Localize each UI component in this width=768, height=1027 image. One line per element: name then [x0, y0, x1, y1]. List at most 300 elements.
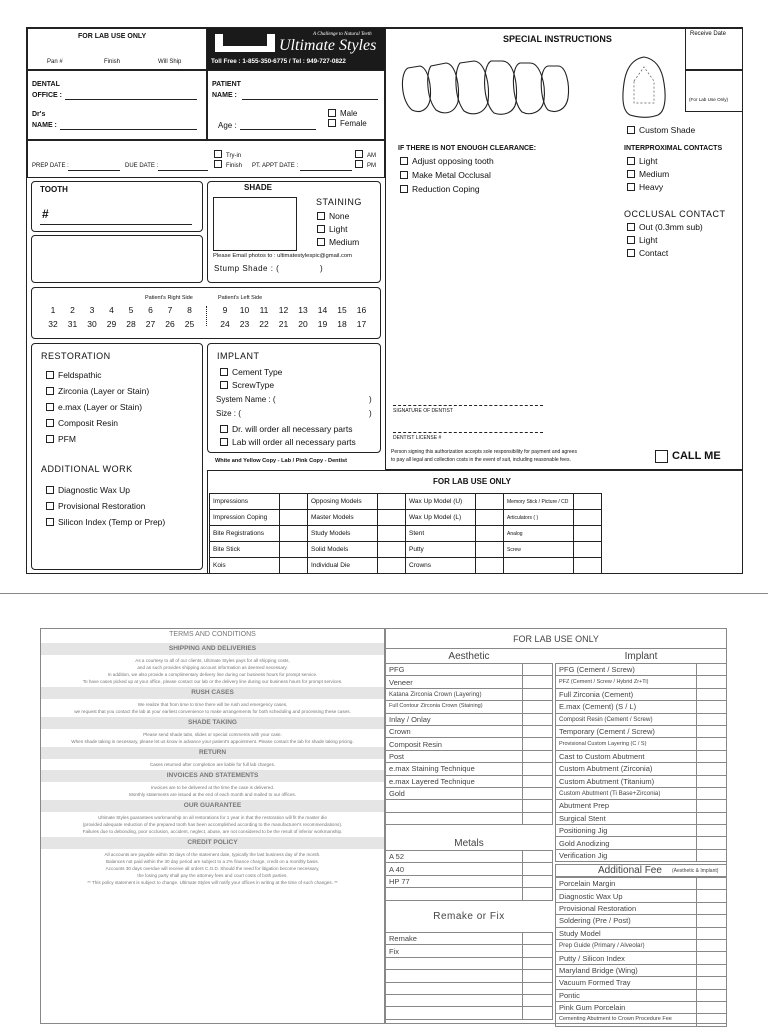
finish-checkbox[interactable] — [214, 160, 242, 169]
remake-fee-price-cell[interactable] — [523, 957, 553, 969]
metal-fee-price-cell[interactable] — [523, 863, 553, 875]
additional-fee-price-cell[interactable] — [697, 890, 727, 902]
occlusal-title: OCCLUSAL CONTACT — [624, 209, 726, 219]
occlusal-checkbox-0[interactable] — [627, 223, 703, 232]
logo-mark-icon — [213, 32, 277, 54]
logo-phones: Toll Free : 1-855-350-6775 / Tel : 949-727-0822 — [211, 58, 346, 65]
lab-table-item: Study Models — [308, 526, 378, 542]
implant-fee-item: Verification Jig — [556, 849, 697, 861]
lab-table-checkbox-cell[interactable] — [476, 526, 504, 542]
size-label: Size : ( — [216, 409, 241, 418]
tooth-number[interactable]: 21 — [278, 319, 289, 329]
fee-title-rule — [385, 648, 727, 649]
tooth-number[interactable]: 25 — [184, 319, 195, 329]
implant-fee-price-cell[interactable] — [697, 812, 727, 824]
lab-table-checkbox-cell[interactable] — [476, 510, 504, 526]
tooth-number[interactable]: 30 — [87, 319, 97, 329]
lab-table-item: Master Models — [308, 510, 378, 526]
additional-fee-title: Additional Fee — [598, 865, 662, 876]
aesthetic-fee-row — [386, 812, 553, 824]
implant-fee-price-cell[interactable] — [697, 849, 727, 861]
lab-table-item: Opposing Models — [308, 494, 378, 510]
terms-paragraph-line: Invoices are to be delivered at the time the case is delivered. — [150, 785, 275, 790]
lab-table-checkbox-cell[interactable] — [378, 526, 406, 542]
metal-fee-item: HP 77 — [386, 875, 523, 887]
aesthetic-fee-item: e.max Layered Technique — [386, 775, 523, 787]
tooth-number[interactable]: 17 — [356, 319, 367, 329]
remake-fee-table — [385, 932, 553, 1020]
tooth-number[interactable]: 8 — [187, 305, 192, 315]
implant-parts-label: Lab will order all necessary parts — [232, 437, 356, 447]
tooth-number[interactable]: 6 — [148, 305, 153, 315]
aesthetic-title: Aesthetic — [448, 651, 490, 662]
implant-fee-row — [556, 800, 727, 812]
license-line[interactable] — [393, 432, 543, 433]
patient-name-field[interactable] — [242, 99, 378, 100]
terms-paragraph-line: In addition, we also provide a complimentary delivery line during our business hours for prompt service. — [107, 672, 318, 677]
implant-fee-price-cell[interactable] — [697, 825, 727, 837]
aesthetic-fee-item: Inlay / Onlay — [386, 713, 523, 725]
implant-fee-price-cell[interactable] — [697, 738, 727, 750]
additional-fee-row — [556, 915, 727, 927]
additional-fee-row — [556, 1014, 727, 1026]
tooth-number-field[interactable] — [40, 224, 192, 225]
age-field[interactable] — [240, 129, 316, 130]
remake-title: Remake or Fix — [433, 911, 505, 922]
aesthetic-fee-row — [386, 688, 553, 700]
tooth-number[interactable]: 11 — [259, 305, 269, 315]
additional-fee-item: Pontic — [556, 989, 697, 1001]
remake-fee-price-cell[interactable] — [523, 982, 553, 994]
terms-paragraph-line: All accounts are payable within 30 days of the statement date, typically the last business day of the month. — [104, 852, 321, 857]
checkbox-icon — [627, 170, 635, 178]
office-field[interactable] — [65, 99, 197, 100]
tooth-number[interactable]: 9 — [222, 305, 228, 315]
lab-table-checkbox-cell[interactable] — [574, 558, 602, 574]
terms-paragraph-line: Failures due to debonding, poor occlusion, accident, neglect, abuse, are not considered to be the result of inferior workmanship. — [82, 829, 343, 834]
implant-fee-row — [556, 701, 727, 713]
interproximal-label: Heavy — [639, 182, 664, 192]
staining-light-label: Light — [329, 224, 348, 234]
clearance-checkbox-0[interactable] — [400, 157, 494, 166]
additional-fee-row — [556, 1001, 727, 1013]
staining-medium-checkbox[interactable] — [317, 238, 359, 247]
additional-fee-row — [556, 952, 727, 964]
tooth-number[interactable]: 4 — [109, 305, 114, 315]
tooth-number[interactable]: 5 — [128, 305, 134, 315]
implant-fee-price-cell[interactable] — [697, 763, 727, 775]
additional-fee-price-cell[interactable] — [697, 964, 727, 976]
additional-fee-price-cell[interactable] — [697, 989, 727, 1001]
remake-fee-item: Remake — [386, 933, 523, 945]
additional-fee-row — [556, 878, 727, 890]
lab-use-title: FOR LAB USE ONLY — [78, 33, 147, 40]
additional-fee-price-cell[interactable] — [697, 915, 727, 927]
lab-table-checkbox-cell[interactable] — [378, 510, 406, 526]
pt-appt-field[interactable] — [300, 170, 352, 171]
interproximal-checkbox-1[interactable] — [627, 170, 669, 179]
additional-fee-item: Porcelain Margin — [556, 878, 697, 890]
additional-fee-price-cell[interactable] — [697, 1001, 727, 1013]
lab-table-checkbox-cell[interactable] — [280, 494, 308, 510]
remake-fee-row — [386, 1007, 553, 1019]
am-checkbox[interactable] — [355, 150, 376, 159]
metal-fee-item: A 52 — [386, 851, 523, 863]
copies-note: White and Yellow Copy - Lab / Pink Copy - Dentist — [215, 458, 347, 464]
staining-none-checkbox[interactable] — [317, 212, 349, 221]
additional-fee-price-cell[interactable] — [697, 952, 727, 964]
tooth-number[interactable]: 13 — [298, 305, 308, 315]
implant-fee-price-cell[interactable] — [697, 775, 727, 787]
lab-table-item: Articulators ( ) — [504, 510, 574, 526]
implant-fee-table — [555, 663, 727, 862]
custom-shade-label: Custom Shade — [639, 125, 696, 135]
implant-fee-item: Gold Anodizing — [556, 837, 697, 849]
tooth-number[interactable]: 31 — [67, 319, 78, 329]
restoration-title: RESTORATION — [41, 351, 111, 361]
restoration-label: e.max (Layer or Stain) — [58, 402, 143, 412]
tooth-number[interactable]: 19 — [317, 319, 328, 329]
implant-fee-price-cell[interactable] — [697, 837, 727, 849]
tooth-number[interactable]: 23 — [239, 319, 250, 329]
additional-fee-price-cell[interactable] — [697, 878, 727, 890]
checkbox-icon — [220, 368, 228, 376]
staining-medium-label: Medium — [329, 237, 360, 247]
remake-fee-price-cell[interactable] — [523, 933, 553, 945]
tooth-number[interactable]: 20 — [298, 319, 308, 329]
additional-work-checkbox-1[interactable] — [46, 502, 145, 511]
terms-paragraph-line: ** This policy statement is subject to change. Ultimate Styles will notify your offices in writing at the time of such changes. ** — [87, 880, 338, 885]
aesthetic-fee-price-cell[interactable] — [523, 750, 553, 762]
tooth-number[interactable]: 28 — [126, 319, 136, 329]
additional-fee-price-cell[interactable] — [697, 1014, 727, 1026]
lab-table-checkbox-cell[interactable] — [280, 510, 308, 526]
aesthetic-fee-row — [386, 750, 553, 762]
terms-section-heading: INVOICES AND STATEMENTS — [41, 770, 384, 782]
metal-fee-price-cell[interactable] — [523, 888, 553, 900]
aesthetic-fee-row — [386, 738, 553, 750]
additional-fee-price-cell[interactable] — [697, 902, 727, 914]
remake-fee-price-cell[interactable] — [523, 1007, 553, 1019]
checkbox-icon — [46, 371, 54, 379]
lab-table-checkbox-cell[interactable] — [574, 526, 602, 542]
additional-fee-item: Provisional Restoration — [556, 902, 697, 914]
implant-fee-item: PFZ (Cement / Screw / Hybrid Zr+Ti) — [556, 676, 697, 688]
implant-fee-price-cell[interactable] — [697, 787, 727, 799]
metal-fee-row — [386, 875, 553, 887]
terms-paragraph-line: As a courtesy to all of our clients, Ultimate Styles pays for all shipping costs, — [135, 658, 290, 663]
system-name-close: ) — [369, 395, 372, 404]
occlusal-checkbox-2[interactable] — [627, 249, 668, 258]
tooth-hash: # — [42, 207, 49, 221]
tooth-notes-box[interactable] — [31, 235, 203, 283]
additional-work-label: Silicon Index (Temp or Prep) — [58, 517, 166, 527]
tooth-number[interactable]: 29 — [106, 319, 117, 329]
lab-table-checkbox-cell[interactable] — [476, 494, 504, 510]
additional-fee-header — [555, 864, 727, 877]
aesthetic-fee-price-cell[interactable] — [523, 725, 553, 737]
implant-fee-row — [556, 837, 727, 849]
aesthetic-fee-price-cell[interactable] — [523, 688, 553, 700]
lab-table-checkbox-cell[interactable] — [378, 494, 406, 510]
metal-fee-price-cell[interactable] — [523, 875, 553, 887]
am-label: AM — [367, 153, 376, 159]
male-checkbox[interactable] — [328, 109, 357, 118]
interproximal-label: Light — [639, 156, 658, 166]
tooth-number[interactable]: 27 — [145, 319, 156, 329]
implant-parts-checkbox-1[interactable] — [220, 438, 356, 447]
lab-table-checkbox-cell[interactable] — [280, 526, 308, 542]
additional-work-title: ADDITIONAL WORK — [41, 464, 133, 474]
checkbox-icon — [46, 435, 54, 443]
receive-date-label: Receive Date — [690, 31, 727, 37]
call-me-checkbox[interactable] — [655, 450, 668, 463]
implant-fee-row — [556, 787, 727, 799]
checkbox-icon — [220, 381, 228, 389]
tooth-number[interactable]: 14 — [317, 305, 328, 315]
lab-table-item: Kois — [210, 558, 280, 574]
tooth-number[interactable]: 7 — [167, 305, 173, 315]
terms-paragraph-line: the losing party shall pay the attorney fees and court costs of both parties. — [137, 873, 288, 878]
lab-table-checkbox-cell[interactable] — [574, 494, 602, 510]
due-date-field[interactable] — [158, 170, 208, 171]
terms-paragraph-line: and as such provides shipping account information as deemed necessary. — [137, 665, 288, 670]
lab-table-row — [210, 526, 602, 542]
implant-fee-price-cell[interactable] — [697, 800, 727, 812]
metal-fee-item: A 40 — [386, 863, 523, 875]
authorization-text: Person signing this authorization accepts sole responsibility for payment and agrees — [391, 449, 577, 455]
terms-paragraph-line: When shade taking is necessary, please let us know in advance your patient's appointment. Please contact the lab for shade taking pricing. — [71, 739, 354, 744]
aesthetic-fee-price-cell[interactable] — [523, 713, 553, 725]
lab-table-item: Impression Coping — [210, 510, 280, 526]
female-checkbox[interactable] — [328, 119, 367, 128]
signature-line[interactable] — [393, 405, 543, 406]
remake-fee-item — [386, 970, 523, 982]
tooth-number[interactable]: 10 — [239, 305, 250, 315]
additional-fee-row — [556, 939, 727, 951]
occlusal-label: Contact — [639, 248, 669, 258]
restoration-checkbox-0[interactable] — [46, 371, 101, 380]
implant-fee-price-cell[interactable] — [697, 713, 727, 725]
additional-fee-item: Putty / Silicon Index — [556, 952, 697, 964]
finish-label: Finish — [104, 59, 121, 65]
lab-table-item: Individual Die — [308, 558, 378, 574]
aesthetic-fee-price-cell[interactable] — [523, 738, 553, 750]
checkbox-icon — [627, 223, 635, 231]
pm-checkbox[interactable] — [355, 160, 376, 169]
aesthetic-fee-price-cell[interactable] — [523, 812, 553, 824]
logo-tagline: A Challenge to Natural Teeth — [313, 32, 372, 37]
clearance-checkbox-1[interactable] — [400, 171, 491, 180]
try-in-checkbox[interactable] — [214, 150, 241, 159]
remake-fee-item — [386, 994, 523, 1006]
lab-table-item: Solid Models — [308, 542, 378, 558]
restoration-checkbox-1[interactable] — [46, 387, 149, 396]
tooth-number[interactable]: 15 — [337, 305, 347, 315]
checkbox-icon — [46, 486, 54, 494]
implant-fee-price-cell[interactable] — [697, 701, 727, 713]
authorization-text-2: to pay all legal and collection costs in the event of suit, including reasonable fees. — [391, 457, 571, 463]
lab-table-checkbox-cell[interactable] — [476, 558, 504, 574]
restoration-checkbox-2[interactable] — [46, 403, 142, 412]
lab-table-checkbox-cell[interactable] — [476, 542, 504, 558]
remake-fee-price-cell[interactable] — [523, 970, 553, 982]
stump-shade-label: Stump Shade : ( — [214, 264, 280, 273]
aesthetic-fee-price-cell[interactable] — [523, 664, 553, 676]
prep-date-field[interactable] — [68, 170, 120, 171]
restoration-label: Zirconia (Layer or Stain) — [58, 386, 150, 396]
lab-table-item: Memory Stick / Picture / CD — [504, 494, 574, 510]
additional-fee-row — [556, 977, 727, 989]
tooth-number[interactable]: 16 — [356, 305, 367, 315]
additional-fee-price-cell[interactable] — [697, 939, 727, 951]
left-side-label: Patient's Left Side — [218, 295, 263, 301]
aesthetic-fee-row — [386, 775, 553, 787]
lab-table-checkbox-cell[interactable] — [378, 558, 406, 574]
shade-swatch-area[interactable] — [213, 197, 297, 251]
additional-fee-price-cell[interactable] — [697, 927, 727, 939]
implant-type-checkbox-0[interactable] — [220, 368, 282, 377]
tooth-number[interactable]: 24 — [220, 319, 230, 329]
remake-fee-row — [386, 970, 553, 982]
remake-fee-item — [386, 1007, 523, 1019]
lab-table-checkbox-cell[interactable] — [280, 542, 308, 558]
interproximal-checkbox-2[interactable] — [627, 183, 663, 192]
staining-light-checkbox[interactable] — [317, 225, 347, 234]
implant-type-checkbox-1[interactable] — [220, 381, 274, 390]
additional-fee-item: Pink Gum Porcelain — [556, 1001, 697, 1013]
shade-label: SHADE — [244, 183, 273, 192]
aesthetic-fee-price-cell[interactable] — [523, 763, 553, 775]
checkbox-icon — [220, 425, 228, 433]
lab-table-checkbox-cell[interactable] — [378, 542, 406, 558]
clearance-label: Make Metal Occlusal — [412, 170, 491, 180]
restoration-checkbox-4[interactable] — [46, 435, 76, 444]
implant-fee-title: Implant — [624, 651, 658, 662]
implant-fee-row — [556, 738, 727, 750]
additional-work-label: Diagnostic Wax Up — [58, 485, 130, 495]
drs-label: Dr's — [32, 111, 46, 118]
aesthetic-fee-row — [386, 800, 553, 812]
terms-section-heading: OUR GUARANTEE — [41, 800, 384, 812]
lab-table-checkbox-cell[interactable] — [574, 510, 602, 526]
occlusal-checkbox-1[interactable] — [627, 236, 657, 245]
implant-parts-checkbox-0[interactable] — [220, 425, 352, 434]
dr-name-field[interactable] — [60, 129, 197, 130]
lab-table-item: Screw — [504, 542, 574, 558]
tooth-number[interactable]: 12 — [278, 305, 289, 315]
implant-fee-item: Composit Resin (Cement / Screw) — [556, 713, 697, 725]
age-label: Age : — [218, 121, 237, 130]
clearance-label: Adjust opposing tooth — [412, 156, 494, 166]
metal-fee-price-cell[interactable] — [523, 851, 553, 863]
lab-table-checkbox-cell[interactable] — [574, 542, 602, 558]
additional-fee-price-cell[interactable] — [697, 977, 727, 989]
terms-paragraph-line: Ultimate Styles guarantees workmanship on all restorations for 1 year in that the restoration will fit the master die — [98, 815, 327, 820]
aesthetic-fee-price-cell[interactable] — [523, 800, 553, 812]
implant-title: IMPLANT — [217, 351, 260, 361]
dr-name-label: NAME : — [32, 122, 57, 129]
additional-fee-row — [556, 902, 727, 914]
aesthetic-fee-price-cell[interactable] — [523, 701, 553, 713]
interproximal-checkbox-0[interactable] — [627, 157, 657, 166]
finish-checkbox-label: Finish — [226, 163, 243, 169]
lab-table-title: FOR LAB USE ONLY — [433, 477, 511, 486]
terms-section-heading: SHIPPING AND DELIVERIES — [41, 643, 384, 655]
implant-fee-price-cell[interactable] — [697, 725, 727, 737]
metals-fee-table — [385, 850, 553, 901]
lab-table-row — [210, 542, 602, 558]
tooth-number[interactable]: 1 — [50, 305, 56, 315]
tooth-label: TOOTH — [40, 185, 68, 194]
clearance-checkbox-2[interactable] — [400, 185, 480, 194]
terms-title: TERMS AND CONDITIONS — [169, 631, 256, 638]
terms-section-heading: RETURN — [41, 747, 384, 759]
remake-fee-price-cell[interactable] — [523, 994, 553, 1006]
implant-fee-price-cell[interactable] — [697, 750, 727, 762]
terms-section-heading: CREDIT POLICY — [41, 837, 384, 849]
aesthetic-fee-price-cell[interactable] — [523, 787, 553, 799]
tooth-number[interactable]: 22 — [259, 319, 269, 329]
remake-fee-item — [386, 957, 523, 969]
implant-fee-item: Custom Abutment (Ti Base+Zirconia) — [556, 787, 697, 799]
implant-fee-price-cell[interactable] — [697, 664, 727, 676]
lab-table-item: Analog — [504, 526, 574, 542]
custom-shade-checkbox[interactable] — [627, 126, 695, 135]
checkbox-icon — [627, 236, 635, 244]
implant-type-label: Cement Type — [232, 367, 283, 377]
lab-table-checkbox-cell[interactable] — [280, 558, 308, 574]
lab-table-item: Bite Registrations — [210, 526, 280, 542]
tooth-number[interactable]: 26 — [165, 319, 175, 329]
pm-label: PM — [367, 163, 376, 169]
chart-midline — [206, 306, 207, 326]
metal-fee-item — [386, 888, 523, 900]
implant-fee-row — [556, 676, 727, 688]
restoration-label: PFM — [58, 434, 76, 444]
checkbox-icon — [46, 502, 54, 510]
tooth-number[interactable]: 3 — [89, 305, 95, 315]
additional-fee-item: Cementing Abutment to Crown Procedure Fee — [556, 1014, 697, 1026]
implant-fee-row — [556, 775, 727, 787]
occlusal-label: Light — [639, 235, 658, 245]
aesthetic-fee-item: Post — [386, 750, 523, 762]
checkbox-icon — [627, 157, 635, 165]
implant-fee-price-cell[interactable] — [697, 688, 727, 700]
female-label: Female — [340, 119, 367, 128]
implant-fee-row — [556, 688, 727, 700]
system-name-label: System Name : ( — [216, 395, 276, 404]
dates-box — [27, 140, 385, 178]
tooth-number[interactable]: 32 — [48, 319, 58, 329]
checkbox-icon — [220, 438, 228, 446]
additional-work-checkbox-2[interactable] — [46, 518, 165, 527]
tooth-number[interactable]: 18 — [337, 319, 347, 329]
tooth-number[interactable]: 2 — [70, 305, 75, 315]
implant-fee-row — [556, 713, 727, 725]
restoration-checkbox-3[interactable] — [46, 419, 118, 428]
license-label: DENTIST LICENSE # — [393, 435, 442, 441]
remake-fee-price-cell[interactable] — [523, 945, 553, 957]
additional-work-checkbox-0[interactable] — [46, 486, 130, 495]
metals-title: Metals — [454, 838, 484, 849]
aesthetic-fee-price-cell[interactable] — [523, 775, 553, 787]
lab-table-item: Wax Up Model (L) — [406, 510, 476, 526]
implant-fee-price-cell[interactable] — [697, 676, 727, 688]
implant-fee-row — [556, 849, 727, 861]
aesthetic-fee-price-cell[interactable] — [523, 676, 553, 688]
terms-section-heading: RUSH CASES — [41, 687, 384, 699]
